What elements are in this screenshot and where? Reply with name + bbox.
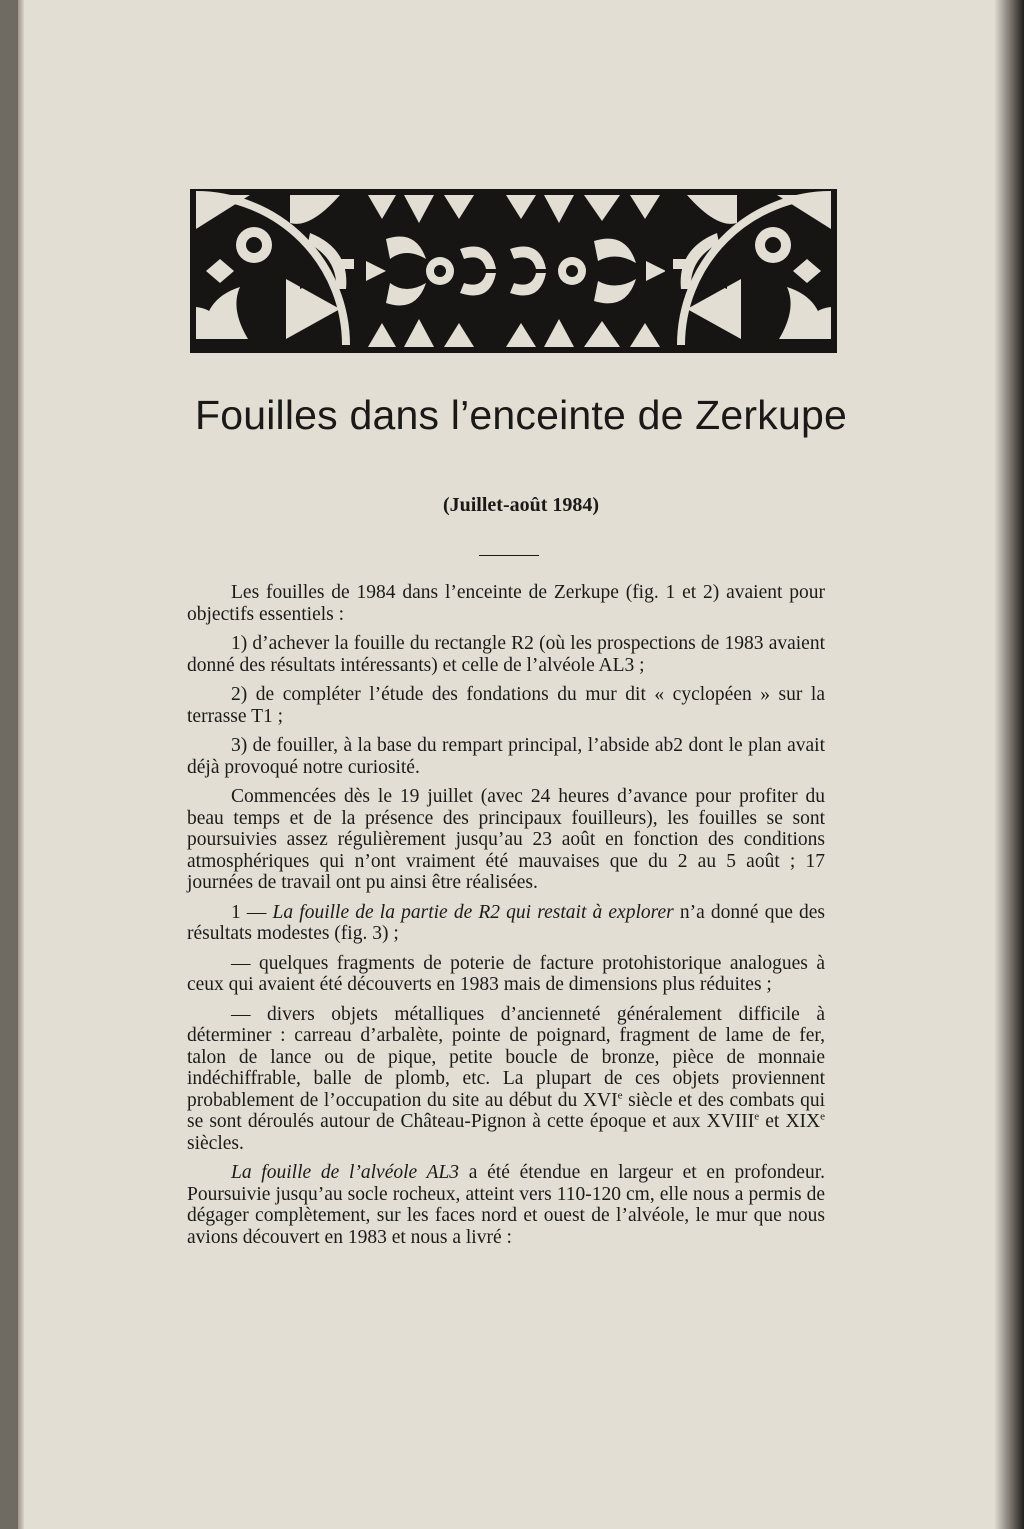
paragraph-text: siècle et des combats qui se sont déroulés autour de Château-Pignon à cette époque et aux XVIII	[187, 1089, 825, 1132]
paragraph: 1) d’achever la fouille du rectangle R2 (où les prospections de 1983 avaient donné des résultats intéressants) et celle de l’alvéole AL3 ;	[187, 633, 825, 676]
page-edge	[994, 0, 1024, 1529]
paragraph	[187, 902, 825, 945]
superscript: e	[617, 1089, 623, 1101]
paragraph-text: siècles.	[187, 1132, 244, 1154]
italic-heading: La fouille de l’alvéole AL3	[231, 1162, 460, 1183]
decorative-frieze	[190, 189, 837, 353]
superscript: e	[820, 1110, 825, 1123]
paragraph: Commencées dès le 19 juillet (avec 24 heures d’avance pour profiter du beau temps et de la présence des principaux fouilleurs), les fouilles se sont poursuivies assez régulièrement jusqu’au 23 août en fonction des conditions atmosphériques qui n’ont vraiment été mauvaises que du 2 au 5 août ; 17 journées de travail ont pu ainsi être réalisées.	[187, 786, 825, 893]
page-spine	[18, 0, 24, 1529]
superscript: e	[754, 1110, 760, 1123]
paragraph: Les fouilles de 1984 dans l’enceinte de Zerkupe (fig. 1 et 2) avaient pour objectifs essentiels :	[187, 582, 825, 625]
document-page	[18, 0, 1024, 1529]
title-rule	[479, 555, 539, 556]
article-body	[187, 582, 825, 1256]
paragraph-text: a été étendue en largeur et en profondeur. Poursuivie jusqu’au socle rocheux, atteint vers 110-120 cm, elle nous a permis de dégager complètement, sur les faces nord et ouest de l’alvéole, le mur que nous avions découvert en 1983 et nous a livré :	[187, 1162, 825, 1248]
italic-heading: La fouille de la partie de R2 qui restait à explorer	[272, 901, 674, 923]
paragraph	[187, 1162, 825, 1248]
article-title: Fouilles dans l’enceinte de Zerkupe	[195, 392, 847, 438]
paragraph-text: et XIX	[759, 1111, 821, 1132]
article-subtitle: (Juillet-août 1984)	[442, 494, 600, 516]
paragraph	[187, 1004, 825, 1155]
paragraph: — quelques fragments de poterie de facture protohistorique analogues à ceux qui avaient été découverts en 1983 mais de dimensions plus réduites ;	[187, 952, 825, 995]
section-number: 1 —	[231, 901, 273, 923]
paragraph-text: n’a donné que des résultats modestes (fig. 3) ;	[187, 901, 826, 944]
paragraph: 3) de fouiller, à la base du rempart principal, l’abside ab2 dont le plan avait déjà provoqué notre curiosité.	[187, 735, 825, 778]
paragraph: 2) de compléter l’étude des fondations du mur dit « cyclopéen » sur la terrasse T1 ;	[187, 684, 825, 727]
paragraph-text: — divers objets métalliques d’ancienneté généralement difficile à déterminer : carreau d’arbalète, pointe de poignard, fragment de lame de fer, talon de lance ou de pique, petite boucle de bronze, pièce de monnaie indéchiffrable, balle de plomb, etc. La plupart de ces objets proviennent probablement de l’occupation du site au début du XVI	[187, 1003, 825, 1111]
